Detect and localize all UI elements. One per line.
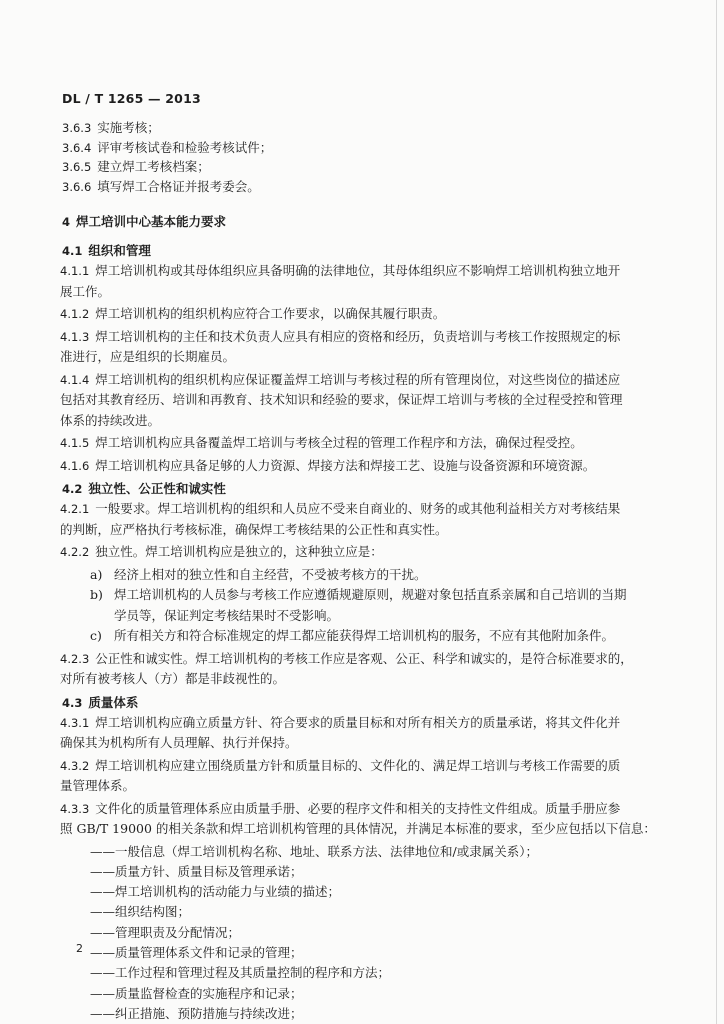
dash-item: ——工作过程和管理过程及其质量控制的程序和方法；: [90, 965, 391, 981]
clause-4-3-3: 4.3.3 文件化的质量管理体系应由质量手册、必要的程序文件和相关的支持性文件组成。质量手册应参 照 GB/T 19000 的相关条款和焊工培训机构管理的具体情况，并满足本标准的要求，至少应包括以下信息：: [60, 800, 656, 836]
clause-item: 3.6.4 评审考核试卷和检验考核试件；: [62, 139, 273, 155]
document-body: [60, 118, 674, 1024]
clause-4-2-3: 4.2.3 公正性和诚实性。焊工培训机构的考核工作应是客观、公正、科学和诚实的，是符合标准要求的， 对所有被考核人（方）都是非歧视性的。: [60, 650, 633, 686]
dash-item: ——管理职责及分配情况；: [90, 924, 241, 940]
page-edge-shadow: [716, 0, 717, 1024]
clause-item: 3.6.6 填写焊工合格证并报考委会。: [62, 178, 260, 194]
clause-4-1-2: 4.1.2 焊工培训机构的组织机构应符合工作要求，以确保其履行职责。: [60, 306, 446, 321]
dash-item: ——质量方针、质量目标及管理承诺；: [90, 863, 303, 879]
clause-4-2-2-list: [60, 565, 674, 647]
clause-4-3-1: 4.3.1 焊工培训机构应确立质量方针、符合要求的质量目标和对所有相关方的质量承诺，将其文件化并 确保其为机构所有人员理解、执行并保持。: [60, 714, 621, 750]
document-code: DL / T 1265 — 2013: [62, 91, 201, 106]
clause-4-2-1: 4.2.1 一般要求。焊工培训机构的组织和人员应不受来自商业的、财务的或其他利益相关方对考核结果 的判断，应严格执行考核标准，确保焊工考核结果的公正性和真实性。: [60, 501, 621, 537]
dash-item: ——一般信息（焊工培训机构名称、地址、联系方法、法律地位和/或隶属关系）；: [90, 843, 538, 859]
list-item-continuation: 学员等，保证判定考核结果时不受影响。: [114, 607, 340, 623]
clause-4-1-5: 4.1.5 焊工培训机构应具备覆盖焊工培训与考核全过程的管理工作程序和方法，确保过程受控。: [60, 435, 583, 450]
list-item: c) 所有相关方和符合标准规定的焊工都应能获得焊工培训机构的服务，不应有其他附加条件。: [90, 628, 615, 643]
clause-3-6-list: [60, 118, 674, 196]
dash-item: ——质量管理体系文件和记录的管理；: [90, 944, 303, 960]
clause-4-1-6: 4.1.6 焊工培训机构应具备足够的人力资源、焊接方法和焊接工艺、设施与设备资源和环境资源。: [60, 457, 596, 473]
section-4-1-heading: 4.1 组织和管理: [62, 243, 151, 258]
section-4-3-heading: 4.3 质量体系: [62, 694, 139, 710]
clause-4-2-2: 4.2.2 独立性。焊工培训机构应是独立的，这种独立应是：: [60, 544, 383, 559]
clause-4-1-4: 4.1.4 焊工培训机构的组织机构应保证覆盖焊工培训与考核过程的所有管理岗位，对这些岗位的描述应 包括对其教育经历、培训和再教育、技术知识和经验的要求，保证焊工培训与考核的全过程受控和管理 体系的持续改进。: [60, 371, 623, 428]
clause-4-1-1: 4.1.1 焊工培训机构或其母体组织应具备明确的法律地位，其母体组织应不影响焊工培训机构独立地开 展工作。: [60, 263, 621, 299]
clause-4-1-3: 4.1.3 焊工培训机构的主任和技术负责人应具有相应的资格和经历，负责培训与考核工作按照规定的标 准进行，应是组织的长期雇员。: [60, 328, 621, 364]
dash-item: ——纠正措施、预防措施与持续改进；: [90, 1005, 303, 1021]
list-item: b) 焊工培训机构的人员参与考核工作应遵循规避原则，规避对象包括直系亲属和自己培训的当期: [90, 587, 627, 602]
dash-item: ——组织结构图；: [90, 904, 191, 920]
dash-item: ——质量监督检查的实施程序和记录；: [90, 985, 303, 1001]
section-4-heading: 4 焊工培训中心基本能力要求: [62, 214, 227, 229]
clause-item: 3.6.3 实施考核；: [62, 120, 160, 135]
section-4-2-heading: 4.2 独立性、公正性和诚实性: [62, 481, 226, 496]
clause-4-3-2: 4.3.2 焊工培训机构应建立围绕质量方针和质量目标的、文件化的、满足焊工培训与考核工作需要的质 量管理体系。: [60, 757, 621, 793]
clause-item: 3.6.5 建立焊工考核档案；: [62, 159, 210, 174]
clause-4-3-3-dash-list: [60, 842, 674, 1024]
page-number: 2: [76, 942, 83, 955]
list-item: a) 经济上相对的独立性和自主经营，不受被考核方的干扰。: [90, 566, 427, 582]
dash-item: ——焊工培训机构的活动能力与业绩的描述；: [90, 884, 341, 900]
